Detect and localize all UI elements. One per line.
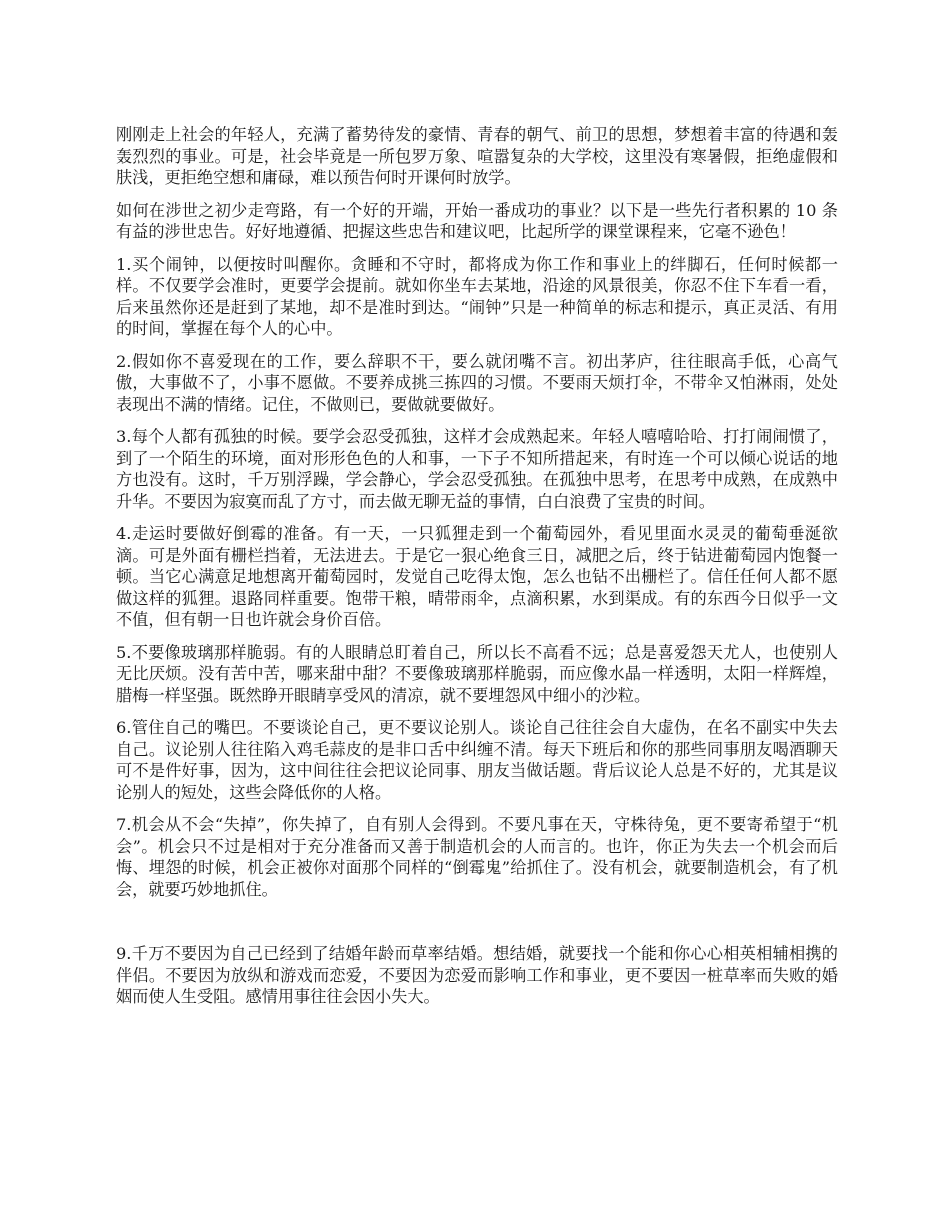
advice-item-9: 9.千万不要因为自己已经到了结婚年龄而草率结婚。想结婚，就要找一个能和你心心相英相辅相携的伴侣。不要因为放纵和游戏而恋爱，不要因为恋爱而影响工作和事业，更不要因一桩草率而失败的婚姻而使人生受阻。感情用事往往会因小失大。: [116, 944, 838, 1006]
advice-item-4: 4.走运时要做好倒霉的准备。有一天，一只狐狸走到一个葡萄园外，看见里面水灵灵的葡萄垂涎欲滴。可是外面有栅栏挡着，无法进去。于是它一狠心绝食三日，减肥之后，终于钻进葡萄园内饱餐一顿。当它心满意足地想离开葡萄园时，发觉自己吃得太饱，怎么也钻不出栅栏了。信任任何人都不愿做这样的狐狸。退路同样重要。饱带干粮，晴带雨伞，点滴积累，水到渠成。有的东西今日似乎一文不值，但有朝一日也许就会身价百倍。: [116, 524, 838, 629]
advice-item-1: 1.买个闹钟，以便按时叫醒你。贪睡和不守时，都将成为你工作和事业上的绊脚石，任何时候都一样。不仅要学会准时，更要学会提前。就如你坐车去某地，沿途的风景很美，你忍不住下车看一看，后来虽然你还是赶到了某地，却不是准时到达。“闹钟”只是一种简单的标志和提示，真正灵活、有用的时间，掌握在每个人的心中。: [116, 254, 838, 338]
advice-item-5: 5.不要像玻璃那样脆弱。有的人眼睛总盯着自己，所以长不高看不远；总是喜爱怨天尤人，也使别人无比厌烦。没有苦中苦，哪来甜中甜？不要像玻璃那样脆弱，而应像水晶一样透明，太阳一样辉煌，腊梅一样坚强。既然睁开眼睛享受风的清凉，就不要埋怨风中细小的沙粒。: [116, 642, 838, 705]
document-page: [116, 124, 838, 1019]
advice-item-7: 7.机会从不会“失掉”，你失掉了，自有别人会得到。不要凡事在天，守株待兔，更不要寄希望于“机会”。机会只不过是相对于充分准备而又善于制造机会的人而言的。也许，你正为失去一个机会而后悔、埋怨的时候，机会正被你对面那个同样的“倒霉鬼”给抓住了。没有机会，就要制造机会，有了机会，就要巧妙地抓住。: [116, 815, 838, 899]
blank-gap: [116, 911, 838, 943]
intro-paragraph: 如何在涉世之初少走弯路，有一个好的开端，开始一番成功的事业？以下是一些先行者积累的 10 条有益的涉世忠告。好好地遵循、把握这些忠告和建议吧，比起所学的课堂课程来，它毫不逊色！: [116, 200, 838, 241]
advice-item-3: 3.每个人都有孤独的时候。要学会忍受孤独，这样才会成熟起来。年轻人嘻嘻哈哈、打打闹闹惯了，到了一个陌生的环境，面对形形色色的人和事，一下子不知所措起来，有时连一个可以倾心说话的地方也没有。这时，千万别浮躁，学会静心，学会忍受孤独。在孤独中思考，在思考中成熟，在成熟中升华。不要因为寂寞而乱了方寸，而去做无聊无益的事情，白白浪费了宝贵的时间。: [116, 427, 838, 511]
intro-paragraph: 刚刚走上社会的年轻人，充满了蓄势待发的豪情、青春的朝气、前卫的思想，梦想着丰富的待遇和轰轰烈烈的事业。可是，社会毕竟是一所包罗万象、喧嚣复杂的大学校，这里没有寒暑假，拒绝虚假和肤浅，更拒绝空想和庸碌，难以预告何时开课何时放学。: [116, 125, 838, 187]
advice-item-2: 2.假如你不喜爱现在的工作，要么辞职不干，要么就闭嘴不言。初出茅庐，往往眼高手低，心高气傲，大事做不了，小事不愿做。不要养成挑三拣四的习惯。不要雨天烦打伞，不带伞又怕淋雨，处处表现出不满的情绪。记住，不做则已，要做就要做好。: [116, 351, 838, 414]
advice-item-6: 6.管住自己的嘴巴。不要谈论自己，更不要议论别人。谈论自己往往会自大虚伪，在名不副实中失去自己。议论别人往往陷入鸡毛蒜皮的是非口舌中纠缠不清。每天下班后和你的那些同事朋友喝酒聊天可不是件好事，因为，这中间往往会把议论同事、朋友当做话题。背后议论人总是不好的，尤其是议论别人的短处，这些会降低你的人格。: [116, 718, 838, 802]
